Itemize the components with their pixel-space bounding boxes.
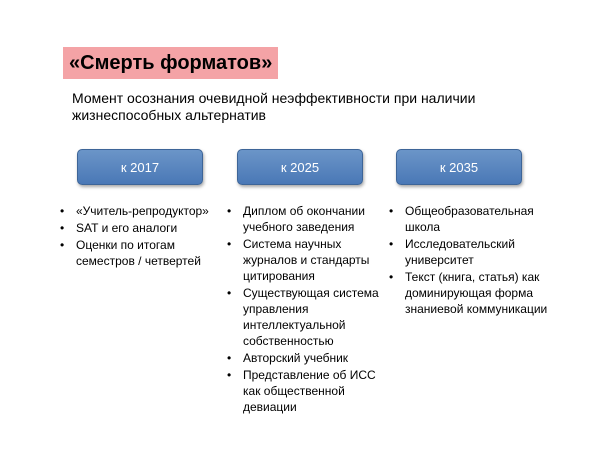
bullet-list <box>388 203 548 317</box>
list-item: • «Учитель-репродуктор» <box>59 203 217 219</box>
list-item: • Текст (книга, статья) как доминирующая форма знаниевой коммуникации <box>388 269 548 317</box>
period-header-2035: к 2035 <box>396 149 522 185</box>
period-header-2025: к 2025 <box>237 149 363 185</box>
list-item: • Общеобразовательная школа <box>388 203 548 235</box>
list-item: • Диплом об окончании учебного заведения <box>226 203 384 235</box>
column-2025 <box>226 203 384 416</box>
list-item: • Существующая система управления интеллектуальной собственностью <box>226 285 384 349</box>
list-item: • Система научных журналов и стандарты цитирования <box>226 236 384 284</box>
column-2035 <box>388 203 548 318</box>
slide-title: «Смерть форматов» <box>63 47 278 79</box>
bullet-list <box>59 203 217 269</box>
column-2017 <box>59 203 217 270</box>
slide-subtitle: Момент осознания очевидной неэффективности при наличии жизнеспособных альтернатив <box>72 90 476 123</box>
period-header-2017: к 2017 <box>77 149 203 185</box>
bullet-list <box>226 203 384 415</box>
list-item: • Исследовательский университет <box>388 236 548 268</box>
list-item: • Оценки по итогам семестров / четвертей <box>59 237 217 269</box>
list-item: • SAT и его аналоги <box>59 220 217 236</box>
list-item: • Авторский учебник <box>226 350 384 366</box>
list-item: • Представление об ИСС как общественной девиации <box>226 367 384 415</box>
